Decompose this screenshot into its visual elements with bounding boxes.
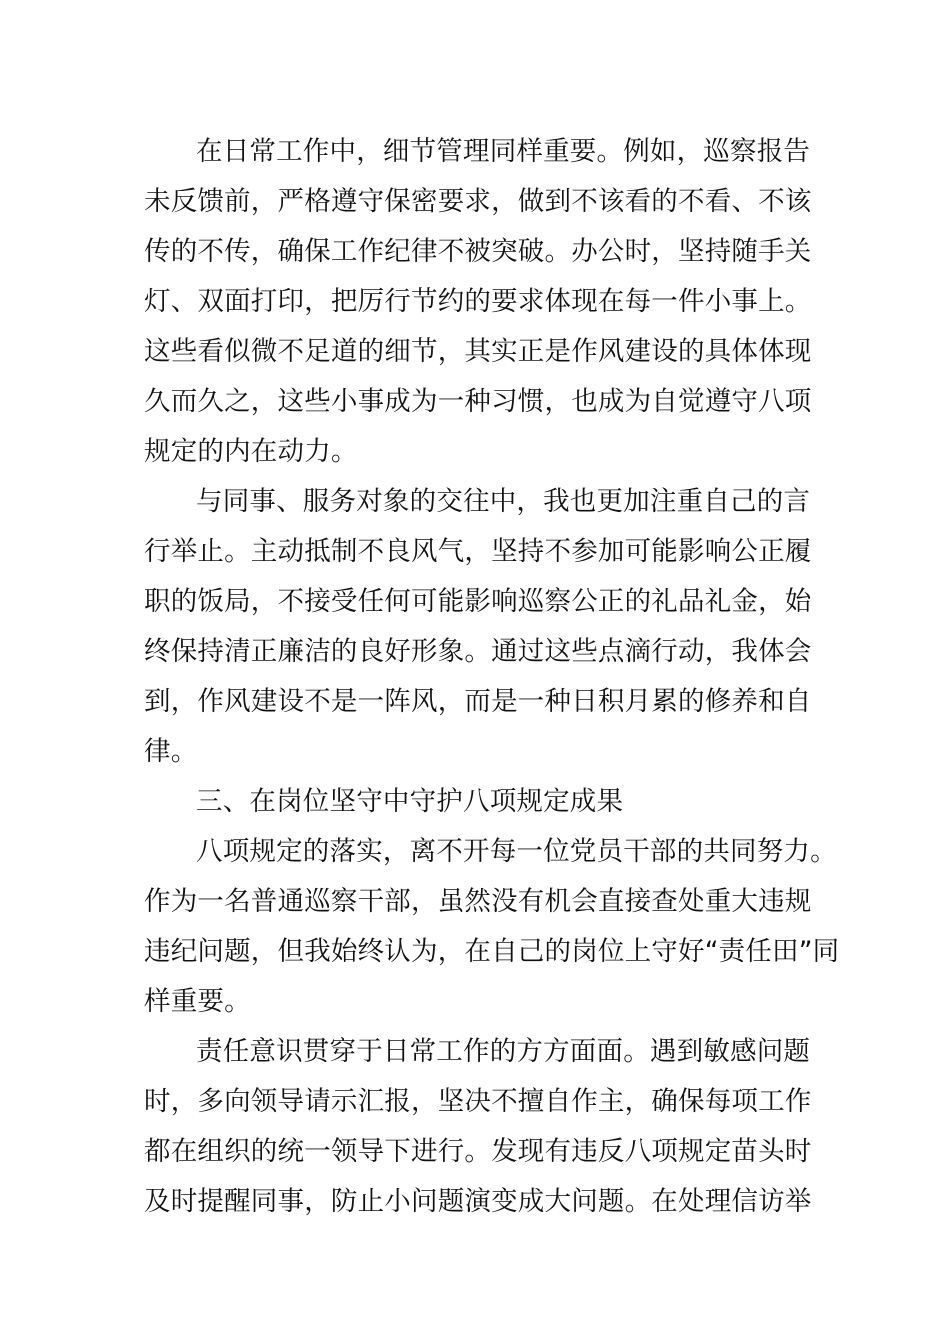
paragraph-3-line-4: 样重要。 xyxy=(144,986,251,1017)
paragraph-3-line-2: 作为一名普通巡察干部，虽然没有机会直接查处重大违规 xyxy=(144,886,812,917)
paragraph-1-line-3: 传的不传，确保工作纪律不被突破。办公时，坚持随手关 xyxy=(144,236,812,267)
section-heading: 三、在岗位坚守中守护八项规定成果 xyxy=(196,786,624,817)
paragraph-1-line-6: 久而久之，这些小事成为一种习惯，也成为自觉遵守八项 xyxy=(144,386,812,417)
paragraph-2-line-5: 到，作风建设不是一阵风，而是一种日积月累的修养和自 xyxy=(144,686,812,717)
paragraph-2-line-4: 终保持清正廉洁的良好形象。通过这些点滴行动，我体会 xyxy=(144,636,812,667)
paragraph-2-line-2: 行举止。主动抵制不良风气，坚持不参加可能影响公正履 xyxy=(144,536,812,567)
paragraph-1-line-1: 在日常工作中，细节管理同样重要。例如，巡察报告 xyxy=(196,136,811,167)
paragraph-2-line-3: 职的饭局，不接受任何可能影响巡察公正的礼品礼金，始 xyxy=(144,586,812,617)
paragraph-2-line-1: 与同事、服务对象的交往中，我也更加注重自己的言 xyxy=(196,486,811,517)
paragraph-4-line-2: 时，多向领导请示汇报，坚决不擅自作主，确保每项工作 xyxy=(144,1086,812,1117)
paragraph-1-line-4: 灯、双面打印，把厉行节约的要求体现在每一件小事上。 xyxy=(144,286,812,317)
paragraph-4-line-1: 责任意识贯穿于日常工作的方方面面。遇到敏感问题 xyxy=(196,1036,811,1067)
paragraph-1-line-7: 规定的内在动力。 xyxy=(144,436,358,467)
paragraph-4-line-3: 都在组织的统一领导下进行。发现有违反八项规定苗头时 xyxy=(144,1136,812,1167)
paragraph-2-line-6: 律。 xyxy=(144,736,198,767)
document-body xyxy=(144,127,840,1227)
paragraph-3-line-3: 违纪问题，但我始终认为，在自己的岗位上守好“责任田”同 xyxy=(144,936,840,967)
paragraph-4-line-4: 及时提醒同事，防止小问题演变成大问题。在处理信访举 xyxy=(144,1186,812,1217)
paragraph-1-line-5: 这些看似微不足道的细节，其实正是作风建设的具体体现 xyxy=(144,336,812,367)
paragraph-1-line-2: 未反馈前，严格遵守保密要求，做到不该看的不看、不该 xyxy=(144,186,812,217)
paragraph-3-line-1: 八项规定的落实，离不开每一位党员干部的共同努力。 xyxy=(196,836,837,867)
